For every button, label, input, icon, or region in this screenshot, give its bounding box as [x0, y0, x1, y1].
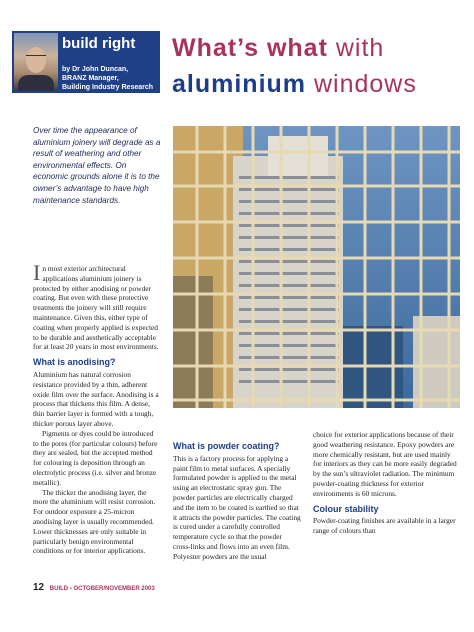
page-number: 12 [33, 582, 45, 593]
lead-paragraph: n most exterior architectural applications aluminium joinery is protected by either anodising or powder coating. But even with these protective treatments the joinery will still require maintenance. Given this, either type of coating when properly applied is expected to be durable and aesthetically acceptable for at least 20 years in most environments. [33, 264, 159, 352]
paragraph: choice for exterior applications because of their good weathering resistance. Epoxy powders are more chemically resistant, but are used mainly for interiors as they can be more easily degraded by the sun’s ultraviolet radiation. The minimum powder-coating thickness for exterior environments is 60 microns. [313, 430, 457, 498]
magazine-name: BUILD [49, 586, 69, 592]
title-line2-rest: windows [313, 70, 417, 98]
subhead-anodising: What is anodising? [33, 357, 116, 368]
paragraph: Pigments or dyes could be introduced to the pores (for particular colours) before they are sealed, but the accepted method for colouring is deposition through an electrolytic process (i.e. silver and bronze metallic). [33, 428, 158, 487]
paragraph: Aluminium has natural corrosion resistance provided by a thin, adherent oxide film over the surface. Anodising is a process that thickens this film. A dense, thin barrier layer is formed with a tough, thicker porous layer above. [33, 369, 159, 428]
title-line2-bold: aluminium [172, 70, 307, 98]
reflective-glass-building-photo [173, 126, 460, 408]
byline-line: BRANZ Manager, [62, 75, 119, 83]
subhead-colour-stability: Colour stability [313, 503, 379, 514]
body-column-2 [173, 442, 301, 562]
body-column-1 [33, 260, 161, 556]
column-name: build right [62, 35, 136, 52]
byline-line: Building Industry Research [62, 84, 154, 92]
subhead-powder-coating: What is powder coating? [173, 441, 280, 451]
byline-line: by Dr John Duncan, [62, 66, 129, 73]
issue-date: OCTOBER/NOVEMBER 2003 [73, 586, 155, 592]
intro-standfirst: Over time the appearance of aluminium joinery will degrade as a result of weathering and other environmental effects. On economic grounds alone it is to the owner’s advantage to have high maintenance standards. [33, 126, 161, 205]
body-column-3 [313, 430, 458, 536]
footer-separator: › [69, 586, 72, 592]
author-photo [14, 33, 58, 91]
paragraph: Powder-coating finishes are available in a larger range of colours than [313, 516, 456, 536]
title-line1-rest: with [335, 34, 385, 62]
drop-cap: I [33, 260, 41, 285]
paragraph: The thicker the anodising layer, the more the aluminium will resist corrosion. For outdoor exposure a 25-micron anodising layer is usually recommended. Lower thicknesses are only suitable in particularly benign environmental conditions or for interior applications. [33, 487, 156, 556]
paragraph: This is a factory process for applying a paint film to metal surfaces. A specially formulated powder is applied to the metal using an electrostatic spray gun. The powder particles are electrically charged and the item to be coated is earthed so that it attracts the powder particles. The coating is cured under a carefully controlled temperature cycle so that the powder cross-links and flows into an even film. Polyester powders are the usual [173, 453, 301, 561]
byline [62, 65, 153, 93]
page-footer [33, 582, 155, 593]
title-line1-bold: What’s what [172, 34, 328, 62]
article-title [172, 30, 417, 102]
glass-facade-image [173, 126, 460, 408]
